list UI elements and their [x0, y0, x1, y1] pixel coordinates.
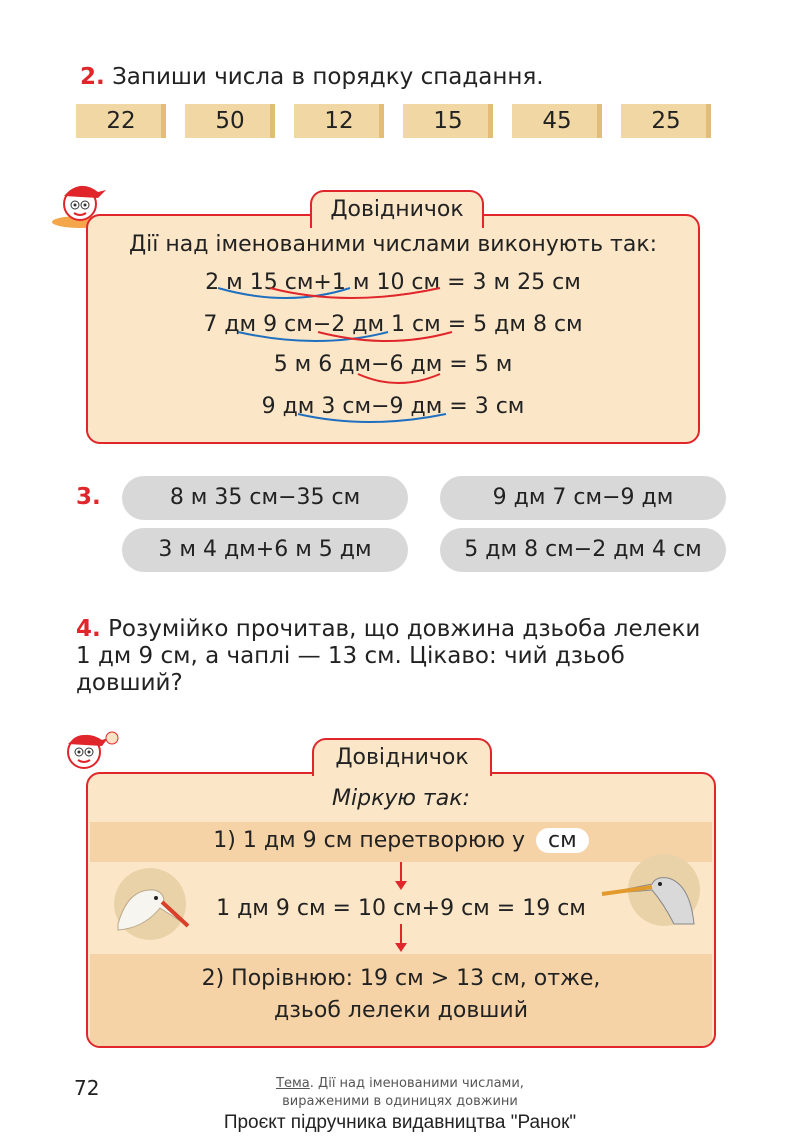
step1-text: 1) 1 дм 9 см перетворюю у — [213, 828, 525, 853]
number-chip: 22 — [76, 104, 166, 138]
unit-badge: см — [536, 828, 589, 853]
reference-example: 9 дм 3 см−9 дм = 3 см — [261, 394, 525, 419]
number-chip: 50 — [185, 104, 275, 138]
reference-title: Довідничок — [310, 190, 484, 228]
task-line: 1 дм 9 см, а чаплі — 13 см. Цікаво: чий дзьоб — [76, 643, 625, 669]
step2-line: дзьоб лелеки довший — [273, 998, 529, 1023]
expression-card: 9 дм 7 см−9 дм — [440, 476, 726, 520]
number-chip: 15 — [403, 104, 493, 138]
number-chip: 12 — [294, 104, 384, 138]
reference-box — [86, 772, 716, 1048]
topic-label: Тема — [276, 1076, 310, 1091]
task2-heading — [80, 64, 544, 91]
task-line: довший? — [76, 670, 183, 696]
mascot-pointing-icon — [62, 728, 126, 772]
step2-line: 2) Порівнюю: 19 см > 13 см, отже, — [201, 966, 601, 991]
task4-text — [76, 616, 726, 697]
down-arrow-icon — [400, 924, 402, 944]
task-number: 4. — [76, 616, 101, 642]
down-arrow-icon — [400, 862, 402, 882]
number-chip: 45 — [512, 104, 602, 138]
page-number: 72 — [74, 1076, 100, 1100]
topic-text: . Дії над іменованими числами, — [309, 1076, 524, 1091]
grouping-arcs — [88, 216, 698, 442]
reference-example: 5 м 6 дм−6 дм = 5 м — [273, 352, 513, 377]
task-number: 3. — [76, 484, 101, 510]
reference-box — [86, 214, 700, 444]
reference-example: 7 дм 9 см−2 дм 1 см = 5 дм 8 см — [203, 312, 583, 337]
reference-title: Довідничок — [312, 738, 492, 776]
topic-line — [200, 1076, 600, 1091]
step1-row — [88, 828, 714, 853]
task-text: Запиши числа в порядку спадання. — [112, 64, 544, 90]
conversion-calc: 1 дм 9 см = 10 см+9 см = 19 см — [216, 896, 586, 921]
expression-card: 5 дм 8 см−2 дм 4 см — [440, 528, 726, 572]
reference-subtitle: Міркую так: — [332, 786, 470, 811]
reference-example: 2 м 15 см+1 м 10 см = 3 м 25 см — [205, 270, 581, 295]
publisher-note: Проєкт підручника видавництва "Ранок" — [223, 1112, 577, 1133]
task-number: 2. — [80, 64, 105, 90]
expression-card: 8 м 35 см−35 см — [122, 476, 408, 520]
task-line: Розумійко прочитав, що довжина дзьоба лелеки — [108, 616, 701, 642]
number-chip: 25 — [621, 104, 711, 138]
reference-intro: Дії над іменованими числами виконують так: — [128, 232, 658, 257]
topic-line-2: вираженими в одиницях довжини — [282, 1094, 518, 1109]
expression-card: 3 м 4 дм+6 м 5 дм — [122, 528, 408, 572]
